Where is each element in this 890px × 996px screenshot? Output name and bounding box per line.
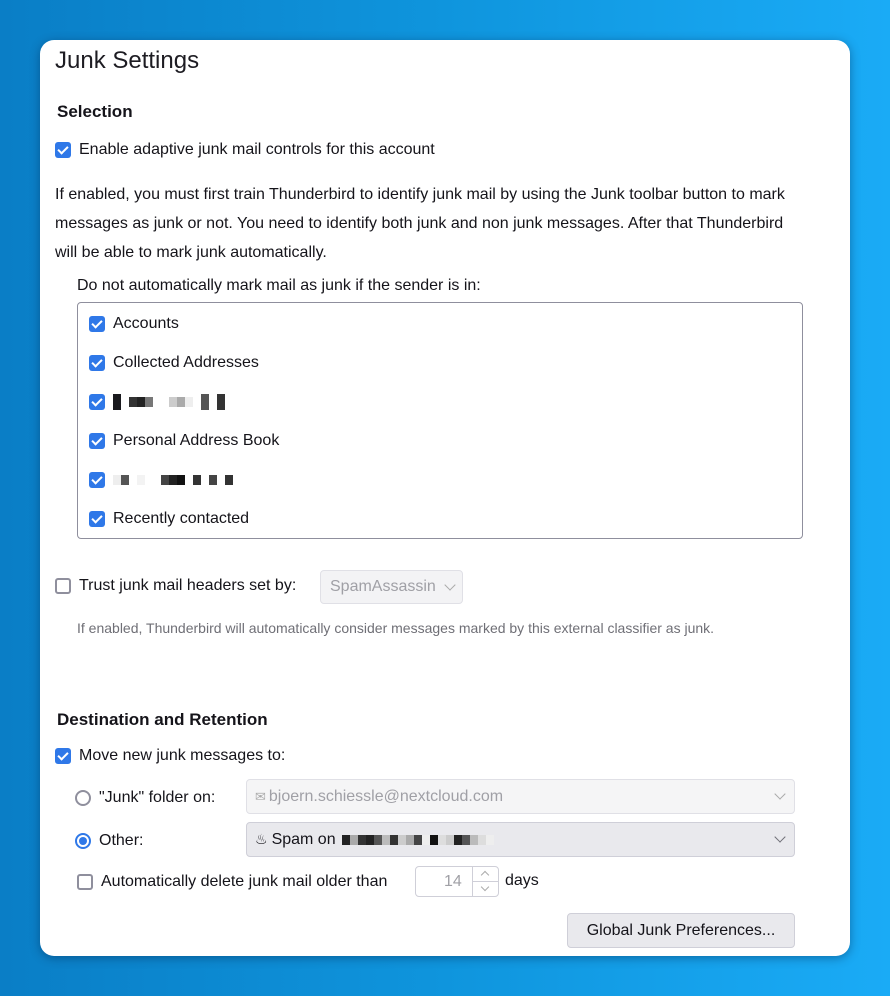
- other-folder-radio[interactable]: [75, 832, 143, 850]
- account-icon: ✉: [255, 788, 266, 804]
- checkbox-checked-icon[interactable]: [55, 142, 71, 158]
- days-value: 14: [444, 873, 462, 890]
- junk-folder-account-select[interactable]: [246, 779, 795, 814]
- days-label: days: [505, 872, 539, 889]
- move-new-junk-label: Move new junk messages to:: [79, 747, 286, 764]
- whitelist-item[interactable]: [89, 431, 279, 451]
- whitelist-item-label: Accounts: [113, 315, 179, 332]
- chevron-down-icon: [444, 579, 455, 590]
- radio-unselected-icon[interactable]: [75, 790, 91, 806]
- checkbox-unchecked-icon[interactable]: [77, 874, 93, 890]
- global-junk-preferences-button[interactable]: Global Junk Preferences...: [567, 913, 795, 948]
- checkbox-unchecked-icon[interactable]: [55, 578, 71, 594]
- checkbox-checked-icon[interactable]: [89, 472, 105, 488]
- radio-selected-icon[interactable]: [75, 833, 91, 849]
- checkbox-checked-icon[interactable]: [89, 433, 105, 449]
- junk-settings-panel: [40, 40, 850, 956]
- trust-headers-checkbox[interactable]: [55, 577, 296, 595]
- whitelist-item[interactable]: [89, 353, 259, 373]
- section-heading-destination: Destination and Retention: [57, 710, 268, 729]
- whitelist-item[interactable]: [89, 392, 225, 412]
- increment-button[interactable]: [472, 867, 499, 882]
- whitelist-item[interactable]: [89, 470, 233, 490]
- trust-headers-label: Trust junk mail headers set by:: [79, 577, 297, 594]
- adaptive-description: If enabled, you must first train Thunderbird to identify junk mail by using the Junk toolbar button to mark messages as junk or not. You need to identify both junk and non junk messages. After that Thunderbird will be able to mark junk automatically.: [55, 186, 785, 261]
- whitelist-label: Do not automatically mark mail as junk if the sender is in:: [77, 277, 481, 294]
- chevron-down-icon: [774, 788, 785, 799]
- junk-folder-icon: ♨: [255, 831, 268, 847]
- junk-folder-label: "Junk" folder on:: [99, 789, 216, 806]
- trust-headers-select[interactable]: [320, 570, 463, 604]
- other-folder-label: Other:: [99, 832, 144, 849]
- checkbox-checked-icon[interactable]: [89, 511, 105, 527]
- whitelist-listbox[interactable]: [77, 302, 803, 539]
- redacted-folder-account: [342, 830, 494, 850]
- chevron-down-icon: [481, 883, 489, 891]
- other-folder-select[interactable]: [246, 822, 795, 857]
- auto-delete-label: Automatically delete junk mail older than: [101, 873, 388, 890]
- auto-delete-checkbox[interactable]: [77, 873, 387, 891]
- page-title: Junk Settings: [55, 47, 200, 74]
- whitelist-item[interactable]: [89, 509, 249, 529]
- checkbox-checked-icon[interactable]: [89, 355, 105, 371]
- checkbox-checked-icon[interactable]: [89, 394, 105, 410]
- whitelist-item[interactable]: [89, 314, 179, 334]
- decrement-button[interactable]: [472, 882, 499, 897]
- checkbox-checked-icon[interactable]: [55, 748, 71, 764]
- enable-adaptive-checkbox[interactable]: [55, 141, 435, 159]
- enable-adaptive-label: Enable adaptive junk mail controls for this account: [79, 141, 435, 158]
- junk-folder-radio[interactable]: [75, 789, 215, 807]
- redacted-address-book-name: [113, 392, 225, 412]
- auto-delete-days-stepper[interactable]: [415, 866, 499, 897]
- trust-headers-hint: If enabled, Thunderbird will automatically consider messages marked by this external classifier as junk.: [77, 620, 715, 636]
- junk-folder-account-value: bjoern.schiessle@nextcloud.com: [268, 787, 504, 805]
- section-heading-selection: Selection: [57, 102, 133, 121]
- whitelist-item-label: Personal Address Book: [113, 432, 280, 449]
- whitelist-item-label: Recently contacted: [113, 510, 250, 527]
- other-folder-value-prefix: Spam on: [271, 830, 336, 848]
- chevron-up-icon: [481, 871, 489, 879]
- trust-headers-select-value: SpamAssassin: [330, 578, 436, 595]
- checkbox-checked-icon[interactable]: [89, 316, 105, 332]
- move-new-junk-checkbox[interactable]: [55, 747, 285, 765]
- redacted-address-book-name: [113, 470, 233, 490]
- whitelist-item-label: Collected Addresses: [113, 354, 259, 371]
- chevron-down-icon: [774, 831, 785, 842]
